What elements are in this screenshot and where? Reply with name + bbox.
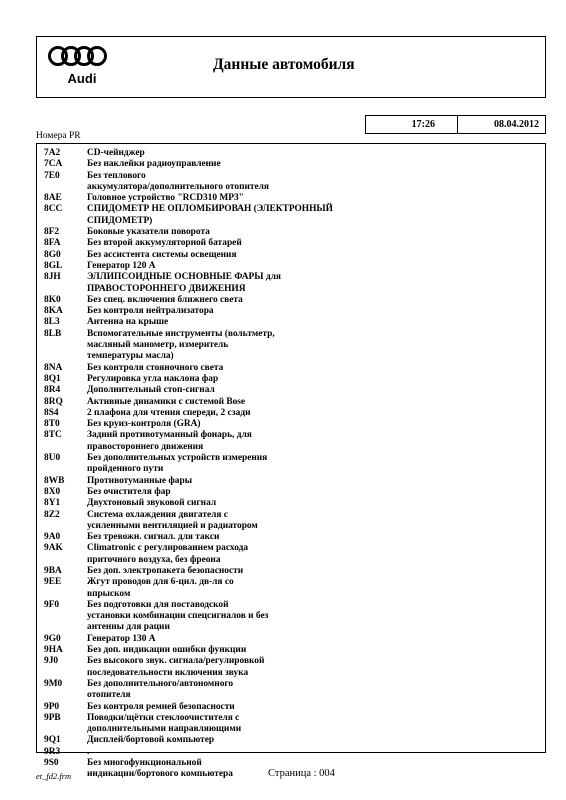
pr-code: 8LB [44, 328, 62, 339]
pr-description: Без контроля стояночного света [87, 362, 224, 373]
pr-description: впрыском [87, 588, 131, 599]
list-item [37, 498, 545, 509]
list-item [37, 374, 545, 385]
pr-code: 8NA [44, 362, 63, 373]
pr-description: Двухтоновый звуковой сигнал [87, 498, 217, 509]
pr-description: установки комбинации спецсигналов и без [87, 611, 269, 622]
pr-description: ЭЛЛИПСОИДНЫЕ ОСНОВНЫЕ ФАРЫ для [87, 272, 281, 283]
pr-code: 8RQ [44, 396, 63, 407]
list-item [37, 532, 545, 543]
list-item [37, 453, 545, 464]
list-item [37, 363, 545, 374]
pr-description: Активные динамики с системой Bose [87, 396, 246, 407]
pr-description: Дисплей/бортовой компьютер [87, 735, 215, 746]
list-item [37, 668, 545, 679]
audi-logo [47, 45, 109, 89]
pr-code: 8FA [44, 238, 61, 249]
list-item [37, 306, 545, 317]
list-item [37, 238, 545, 249]
pr-description: Без тревожн. сигнал. для такси [87, 532, 220, 543]
pr-code: 8AE [44, 193, 62, 204]
pr-code [37, 464, 87, 475]
pr-code: 9M0 [44, 678, 63, 689]
pr-code: 8F2 [44, 227, 60, 238]
pr-description: Без круиз-контроля (GRA) [87, 419, 201, 430]
pr-code: 9BA [44, 565, 62, 576]
pr-code: 8CC [44, 204, 63, 215]
pr-description: Без теплового [87, 170, 146, 181]
pr-code [37, 589, 87, 600]
pr-code: 8TC [44, 430, 62, 441]
list-item [37, 702, 545, 713]
pr-description: антенны для рации [87, 622, 170, 633]
list-item [37, 634, 545, 645]
audi-wordmark: Audi [67, 71, 97, 86]
pr-code [37, 442, 87, 453]
pr-description: Генератор 120 А [87, 260, 156, 271]
pr-description: индикации/бортового компьютера [87, 769, 233, 780]
pr-description: Противотуманные фары [87, 475, 193, 486]
pr-code: 9S0 [44, 758, 59, 769]
pr-description: Без второй аккумуляторной батарей [87, 238, 242, 249]
pr-code: 8KA [44, 306, 63, 317]
list-item [37, 690, 545, 701]
list-item [37, 295, 545, 306]
list-item [37, 679, 545, 690]
list-item [37, 317, 545, 328]
pr-code: 8L3 [44, 317, 60, 328]
pr-description: отопителя [87, 690, 131, 701]
pr-description: ПРАВОСТОРОННЕГО ДВИЖЕНИЯ [87, 283, 246, 294]
list-item [37, 193, 545, 204]
pr-code: 8WB [44, 475, 65, 486]
page-number: : 004 [313, 768, 335, 779]
pr-code [37, 284, 87, 295]
list-item [37, 521, 545, 532]
form-id: et_fd2.frm [36, 771, 72, 781]
pr-description: усиленными вентиляцией и радиатором [87, 520, 258, 531]
pr-code [37, 724, 87, 735]
list-item [37, 747, 545, 758]
pr-description: CD-чейнджер [87, 148, 145, 158]
pr-description: Без дополнительного/автономного [87, 678, 234, 689]
pr-code: 9G0 [44, 633, 61, 644]
list-item [37, 645, 545, 656]
list-item [37, 159, 545, 170]
list-item [37, 340, 545, 351]
pr-description: Без многофункциональной [87, 758, 202, 769]
list-item [37, 408, 545, 419]
pr-code [37, 351, 87, 362]
list-item [37, 227, 545, 238]
pr-description: Без очистителя фар [87, 486, 171, 497]
list-item [37, 577, 545, 588]
list-item [37, 171, 545, 182]
pr-description: Climatronic с регулированием расхода [87, 543, 249, 554]
pr-description: Без доп. электропакета безопасности [87, 565, 244, 576]
pr-description: Без доп. индикации ошибки функции [87, 645, 247, 656]
pr-code [37, 340, 87, 351]
pr-description: последовательности включения звука [87, 667, 249, 678]
pr-description: Вспомогательные инструменты (вольтметр, [87, 328, 275, 339]
list-item [37, 735, 545, 746]
pr-description: Без дополнительных устройств измерения [87, 453, 268, 464]
pr-code: 8G0 [44, 249, 61, 260]
list-item [37, 385, 545, 396]
pr-description: дополнительными направляющими [87, 724, 242, 735]
pr-code: 8K0 [44, 294, 61, 305]
audi-rings-icon [47, 45, 109, 69]
pr-code: 9Q1 [44, 735, 61, 746]
list-item [37, 589, 545, 600]
list-item [37, 600, 545, 611]
pr-description: СПИДОМЕТР НЕ ОПЛОМБИРОВАН (ЭЛЕКТРОННЫЙ [87, 204, 333, 215]
list-item [37, 419, 545, 430]
pr-code: 8Z2 [44, 509, 60, 520]
pr-description: приточного воздуха, без фреона [87, 554, 221, 565]
pr-code [37, 182, 87, 193]
pr-description: Антенна на крыше [87, 317, 169, 328]
pr-description: масляный манометр, измеритель [87, 340, 229, 351]
pr-code: 9EE [44, 577, 62, 588]
pr-code: 8JH [44, 272, 61, 283]
pr-code: 9F0 [44, 599, 60, 610]
pr-code [37, 216, 87, 227]
pr-code [37, 668, 87, 679]
print-date: 08.04.2012 [494, 119, 539, 130]
pr-code [37, 622, 87, 633]
pr-code: 8Y1 [44, 498, 61, 509]
list-item [37, 351, 545, 362]
pr-code [37, 521, 87, 532]
pr-description: аккумулятора/дополнительного отопителя [87, 181, 269, 192]
list-item [37, 487, 545, 498]
pr-description: Без спец. включения ближнего света [87, 294, 243, 305]
list-item [37, 204, 545, 215]
pr-code: 9R3 [44, 746, 61, 757]
pr-code: 8R4 [44, 385, 61, 396]
pr-code: 9J0 [44, 656, 59, 667]
pr-description: Головное устройство "RCD310 MP3" [87, 193, 244, 204]
pr-code: 8S4 [44, 407, 59, 418]
pr-code: 8X0 [44, 486, 61, 497]
pr-code: 8Q1 [44, 373, 61, 384]
pr-code: 9HA [44, 645, 63, 656]
pr-description: 2 плафона для чтения спереди, 2 сзади [87, 407, 251, 418]
pr-description: Без ассистента системы освещения [87, 249, 237, 260]
pr-code: 8U0 [44, 453, 61, 464]
datetime-box [365, 115, 546, 134]
pr-description: Боковые указатели поворота [87, 227, 210, 238]
page-indicator [268, 768, 335, 779]
list-item [37, 442, 545, 453]
pr-code: 7CA [44, 159, 63, 170]
list-item [37, 464, 545, 475]
page-title: Данные автомобиля [213, 56, 355, 73]
list-item [37, 182, 545, 193]
pr-description: Генератор 130 А [87, 633, 156, 644]
list-item [37, 148, 545, 159]
list-item [37, 250, 545, 261]
pr-description: пройденного пути [87, 464, 164, 475]
list-item [37, 272, 545, 283]
pr-code: 9AK [44, 543, 63, 554]
pr-description: Дополнительный стоп-сигнал [87, 385, 215, 396]
list-item [37, 284, 545, 295]
list-item [37, 430, 545, 441]
list-item [37, 397, 545, 408]
list-item [37, 476, 545, 487]
list-item [37, 713, 545, 724]
pr-code: 8T0 [44, 419, 60, 430]
list-item [37, 216, 545, 227]
list-item [37, 622, 545, 633]
pr-code [37, 611, 87, 622]
pr-description: Без подготовки для поставодской [87, 599, 229, 610]
list-item [37, 543, 545, 554]
pr-code: 9PB [44, 712, 61, 723]
pr-description: Поводки/щётки стеклоочистителя с [87, 712, 240, 723]
list-item [37, 329, 545, 340]
print-time: 17:26 [366, 116, 458, 133]
pr-description: Без высокого звук. сигнала/регулировкой [87, 656, 265, 667]
pr-description: Без наклейки радиоуправление [87, 159, 221, 170]
pr-description: СПИДОМЕТР) [87, 215, 153, 226]
pr-description: . [87, 746, 90, 757]
list-item [37, 261, 545, 272]
section-label: Номера PR [36, 131, 81, 141]
pr-code: 7A2 [44, 148, 61, 158]
pr-codes-list [37, 148, 545, 781]
pr-description: Без контроля нейтрализатора [87, 306, 214, 317]
list-item [37, 555, 545, 566]
page-label: Страница [268, 768, 312, 779]
pr-code [37, 555, 87, 566]
pr-description: правостороннего движения [87, 441, 204, 452]
pr-description: температуры масла) [87, 351, 174, 362]
pr-code: 9A0 [44, 532, 61, 543]
pr-code: 9P0 [44, 701, 60, 712]
pr-description: Без контроля ремней безопасности [87, 701, 235, 712]
list-item [37, 724, 545, 735]
list-item [37, 611, 545, 622]
list-item [37, 510, 545, 521]
pr-code [37, 690, 87, 701]
pr-description: Система охлаждения двигателя с [87, 509, 228, 520]
pr-description: Жгут проводов для 6-цил. дв-ля со [87, 577, 234, 588]
list-item [37, 656, 545, 667]
pr-description: Регулировка угла наклона фар [87, 373, 219, 384]
pr-description: Задний противотуманный фонарь, для [87, 430, 252, 441]
pr-code: 8GL [44, 260, 63, 271]
header-box [36, 36, 546, 98]
pr-code: 7E0 [44, 170, 60, 181]
list-item [37, 566, 545, 577]
